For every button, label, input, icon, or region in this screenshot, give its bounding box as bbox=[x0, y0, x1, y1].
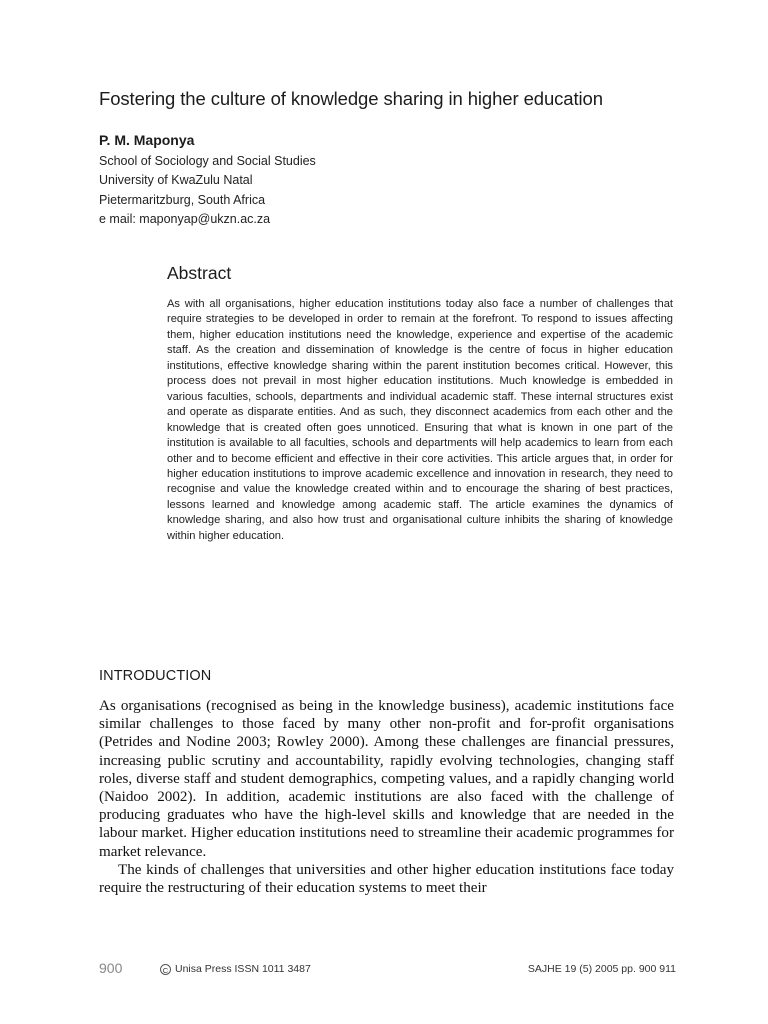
publisher-text: Unisa Press ISSN 1011 3487 bbox=[175, 963, 311, 975]
article-title: Fostering the culture of knowledge sharing in higher education bbox=[99, 88, 603, 109]
author-name: P. M. Maponya bbox=[99, 132, 195, 148]
author-affiliation bbox=[99, 152, 499, 229]
abstract-heading: Abstract bbox=[167, 263, 232, 283]
introduction-body bbox=[99, 697, 674, 897]
affiliation-location: Pietermaritzburg, South Africa bbox=[99, 192, 266, 207]
copyright-icon: C bbox=[160, 964, 171, 975]
journal-citation: SAJHE 19 (5) 2005 pp. 900 911 bbox=[527, 963, 676, 975]
page-footer bbox=[99, 962, 676, 980]
paragraph: As organisations (recognised as being in the knowledge business), academic institutions face similar challenges to those faced by many other non-profit and for-profit organisations (Petrides and Nodine 2003; Rowley 2000). Among these challenges are financial pressures, increasing public scrutiny and accountability, rapidly evolving technologies, changing staff roles, diverse staff and student demographics, competing values, and a rapidly changing world (Naidoo 2002). In addition, academic institutions are also faced with the challenge of producing graduates who have the high-level skills and knowledge that are needed in the labour market. Higher education institutions need to streamline their academic programmes for market relevance. bbox=[99, 698, 674, 860]
affiliation-university: University of KwaZulu Natal bbox=[99, 173, 253, 188]
publisher-info bbox=[160, 963, 311, 975]
affiliation-school: School of Sociology and Social Studies bbox=[99, 154, 316, 168]
introduction-heading: INTRODUCTION bbox=[99, 668, 212, 684]
page-number: 900 bbox=[99, 960, 123, 976]
paragraph: The kinds of challenges that universities and other higher education institutions face today require the restructuring of their education systems to meet their bbox=[99, 861, 674, 897]
affiliation-email[interactable]: e mail: maponyap@ukzn.ac.za bbox=[99, 211, 271, 226]
abstract-text: As with all organisations, higher education institutions today also face a number of challenges that require strategies to be developed in order to remain at the forefront. To respond to issues affecting them, higher education institutions need the knowledge, experience and expertise of the academic staff. As the creation and dissemination of knowledge is the centre of focus in higher education institutions, effective knowledge sharing within the parent institution becomes critical. However, this process does not prevail in most higher education institutions. Much knowledge is embedded in various faculties, schools, departments and individual academic staff. These internal structures exist and operate as disparate entities. And as such, they disconnect academics from each other and the knowledge that is created often goes unnoticed. Ensuring that what is known in one part of the institution is available to all faculties, schools and departments will help academics to learn from each other and to become efficient and effective in their core activities. This article argues that, in order for higher education institutions to improve academic excellence and innovation in research, they need to recognise and value the knowledge created within and to encourage the sharing of best practices, lessons learned and knowledge among academic staff. The article examines the dynamics of knowledge sharing, and also how trust and organisational culture inhibits the sharing of knowledge within higher education. bbox=[167, 298, 673, 542]
